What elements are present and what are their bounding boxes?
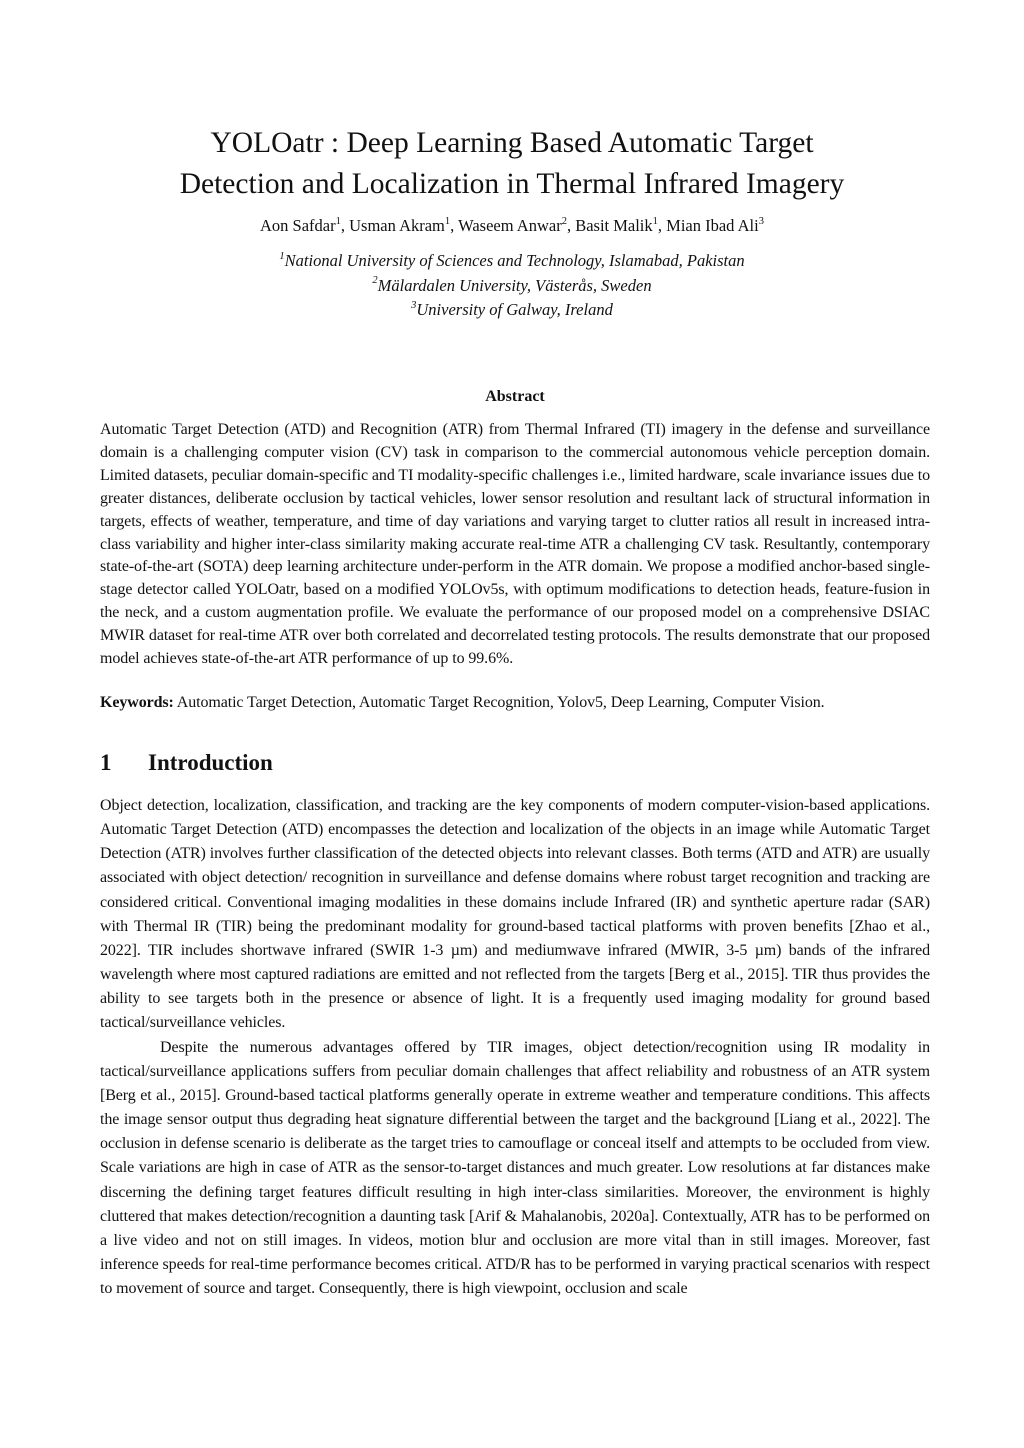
author-affiliation-mark: 2	[561, 215, 567, 227]
affiliation-text: University of Galway, Ireland	[416, 300, 613, 319]
paper-title	[60, 123, 964, 205]
abstract-heading: Abstract	[485, 388, 545, 405]
affiliation-text: Mälardalen University, Västerås, Sweden	[377, 275, 652, 295]
affiliation	[60, 274, 964, 299]
author-affiliation-mark: 3	[758, 215, 764, 227]
author-affiliation-mark: 1	[335, 215, 341, 227]
section-heading	[100, 748, 273, 778]
affiliation-text: National University of Sciences and Technology, Islamabad, Pakistan	[284, 251, 745, 270]
author-affiliation-mark: 1	[444, 215, 451, 227]
section-title: Introduction	[148, 750, 273, 775]
author-name: Aon Safdar	[260, 216, 336, 235]
affiliation-list	[60, 249, 964, 323]
affiliation	[60, 298, 964, 323]
author-list: Aon Safdar$^1$, Usman Akram$^1$, Waseem Anwar$^2$, Basit Malik$^1$, Mian Ibad Ali$^3$	[260, 215, 764, 235]
affiliation-number: 3	[411, 299, 417, 311]
affiliation	[60, 249, 964, 274]
author-name: Basit Malik	[575, 216, 653, 235]
section-number: 1	[100, 750, 112, 775]
body-paragraph: Object detection, localization, classification, and tracking are the key components of modern computer-vision-based applications. Automatic Target Detection (ATD) encompasses the detection and localization of the objects in an image while Automatic Target Detection (ATR) involves further classification of the detected objects into relevant classes. Both terms (ATD and ATR) are usually associated with object detection/ recognition in surveillance and defense domains where robust target recognition and tracking are considered critical. Conventional imaging modalities in these domains include Infrared (IR) and synthetic aperture radar (SAR) with Thermal IR (TIR) being the predominant modality for ground-based tactical platforms with proven benefits [Zhao et al., 2022]. TIR includes shortwave infrared (SWIR 1-3 µm) and mediumwave infrared (MWIR, 3-5 µm) bands of the infrared wavelength where most captured radiations are emitted and not reflected from the targets [Berg et al., 2015]. TIR thus provides the ability to see targets both in the presence or absence of light. It is a frequently used imaging modality for ground based tactical/surveillance vehicles.	[100, 797, 930, 1032]
section-body	[100, 794, 930, 1301]
keywords	[100, 692, 930, 715]
author-name: Waseem Anwar	[458, 216, 562, 235]
affiliation-number: 2	[372, 275, 378, 286]
author-name: Mian Ibad Ali	[666, 216, 759, 235]
title-line-2: Detection and Localization in Thermal Infrared Imagery	[179, 168, 845, 200]
affiliation-number: 1	[279, 250, 285, 262]
keywords-text: Automatic Target Detection, Automatic Target Recognition, Yolov5, Deep Learning, Computer Vision.	[173, 694, 825, 711]
author-name: Usman Akram	[349, 216, 445, 235]
body-paragraph: Despite the numerous advantages offered by TIR images, object detection/recognition using IR modality in tactical/surveillance applications suffers from peculiar domain challenges that affect reliability and robustness of an ATR system [Berg et al., 2015]. Ground-based tactical platforms generally operate in extreme weather and temperature conditions. This affects the image sensor output thus degrading heat signature differential between the target and the background [Liang et al., 2022]. The occlusion in defense scenario is deliberate as the target tries to camouflage or conceal itself and attempts to be occluded from view. Scale variations are high in case of ATR as the sensor-to-target distances and much greater. Low resolutions at far distances make discerning the defining target features difficult resulting in high inter-class similarities. Moreover, the environment is highly cluttered that makes detection/recognition a daunting task [Arif & Mahalanobis, 2020a]. Contextually, ATR has to be performed on a live video and not on still images. In videos, motion blur and occlusion are more vital than in still images. Moreover, fast inference speeds for real-time performance becomes critical. ATD/R has to be performed in varying practical scenarios with respect to movement of source and target. Consequently, there is high viewpoint, occlusion and scale	[100, 1038, 930, 1298]
title-line-1: YOLOatr : Deep Learning Based Automatic Target	[210, 127, 814, 159]
keywords-label: Keywords:	[100, 694, 174, 711]
author-affiliation-mark: 1	[652, 215, 658, 227]
abstract-text: Automatic Target Detection (ATD) and Recognition (ATR) from Thermal Infrared (TI) imagery in the defense and surveillance domain is a challenging computer vision (CV) task in comparison to the commercial autonomous vehicle perception domain. Limited datasets, peculiar domain-specific and TI modality-specific challenges i.e., limited hardware, scale invariance issues due to greater distances, deliberate occlusion by tactical vehicles, lower sensor resolution and resultant lack of structural information in targets, effects of weather, temperature, and time of day variations and varying target to clutter ratios all result in increased intra-class variability and higher inter-class similarity making accurate real-time ATR a challenging CV task. Resultantly, contemporary state-of-the-art (SOTA) deep learning architecture under-perform in the ATR domain. We propose a modified anchor-based single-stage detector called YOLOatr, based on a modified YOLOv5s, with optimum modifications to detection heads, feature-fusion in the neck, and a custom augmentation profile. We evaluate the performance of our proposed model on a comprehensive DSIAC MWIR dataset for real-time ATR over both correlated and decorrelated testing protocols. The results demonstrate that our proposed model achieves state-of-the-art ATR performance of up to 99.6%.	[100, 421, 930, 668]
